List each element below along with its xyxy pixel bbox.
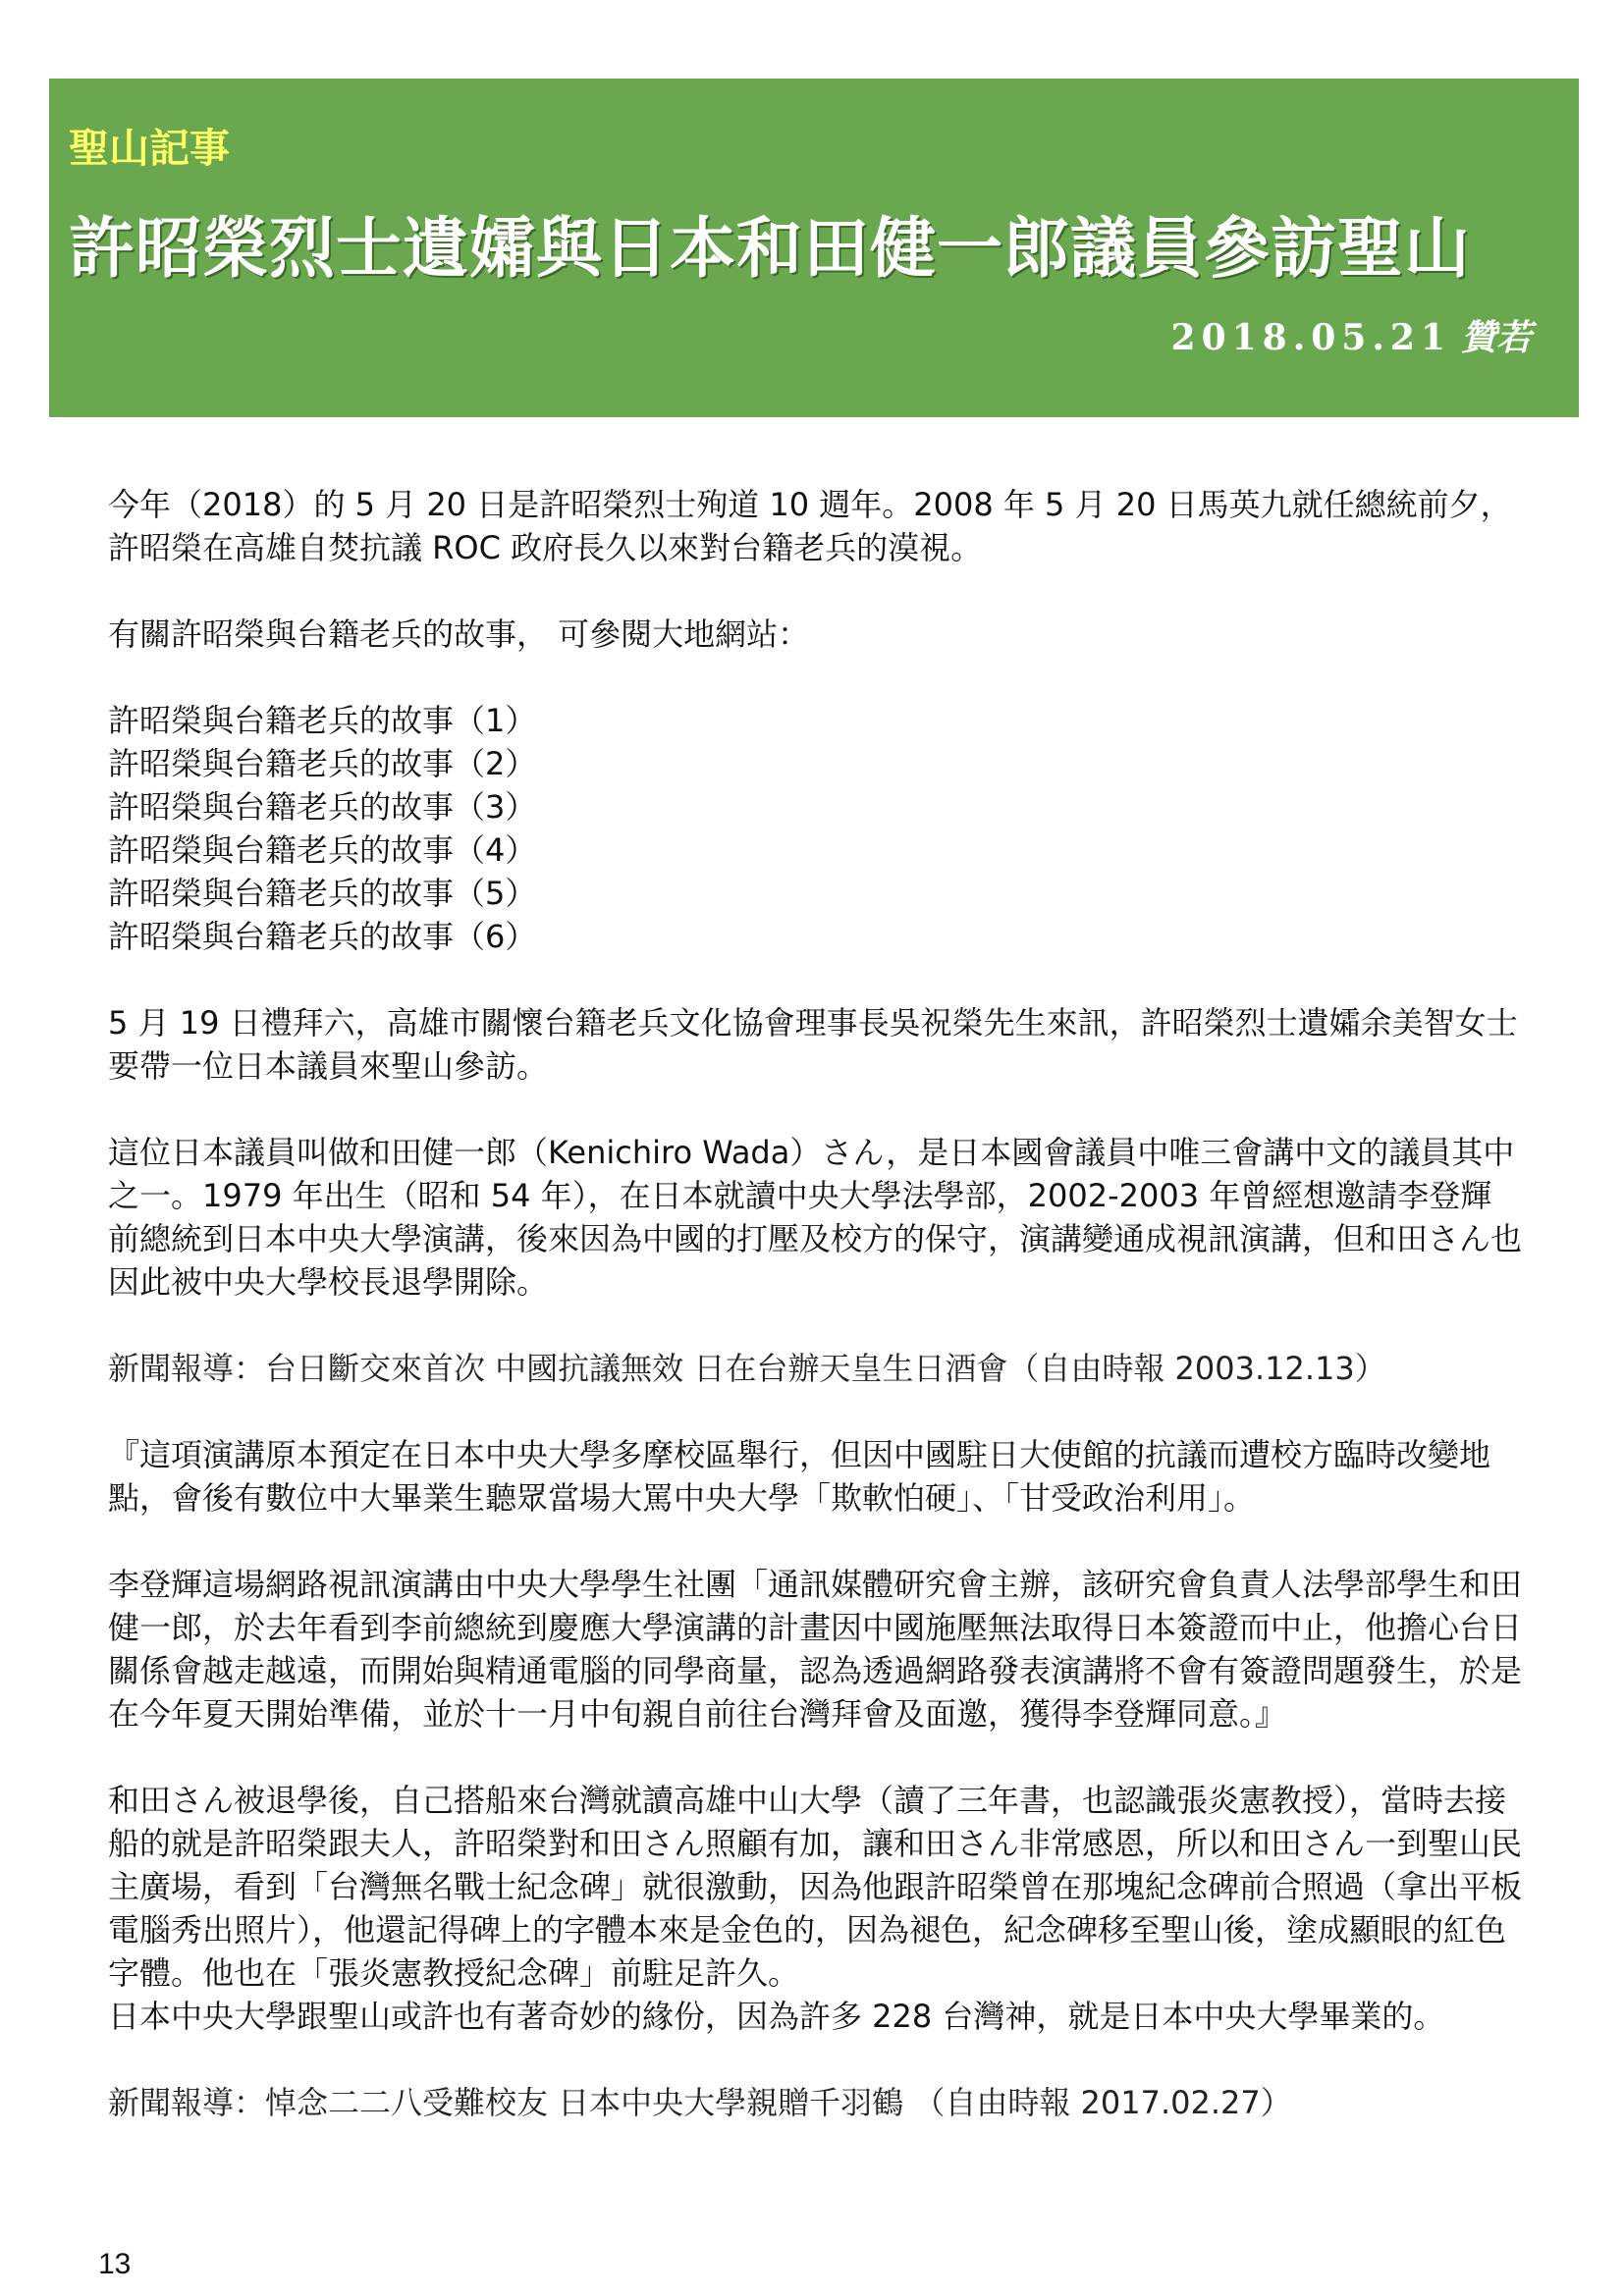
story-link-4[interactable]: 許昭榮與台籍老兵的故事（4） bbox=[108, 831, 537, 869]
header-banner bbox=[49, 79, 1579, 417]
article-body bbox=[108, 483, 1522, 2124]
paragraph-chuo-university: 日本中央大學跟聖山或許也有著奇妙的緣份，因為許多 228 台灣神，就是日本中央大學畢業的。 bbox=[108, 1998, 1445, 2035]
story-link-5[interactable]: 許昭榮與台籍老兵的故事（5） bbox=[108, 875, 537, 912]
paragraph-intro: 今年（2018）的 5 月 20 日是許昭榮烈士殉道 10 週年。2008 年 5 月 20 日馬英九就任總統前夕，許昭榮在高雄自焚抗議 ROC 政府長久以來對台籍老兵的漠視。 bbox=[108, 486, 1512, 566]
paragraph-visit-notice: 5 月 19 日禮拜六，高雄市關懷台籍老兵文化協會理事長吳祝榮先生來訊，許昭榮烈士遺孀余美智女士要帶一位日本議員來聖山參訪。 bbox=[108, 1004, 1518, 1085]
byline bbox=[1171, 310, 1532, 360]
section-label: 聖山記事 bbox=[69, 125, 230, 172]
story-link-list bbox=[108, 699, 1522, 958]
article-title: 許昭榮烈士遺孀與日本和田健一郎議員參訪聖山 bbox=[69, 210, 1471, 287]
page-number: 13 bbox=[98, 2248, 132, 2280]
news-link-2003[interactable]: 新聞報導：台日斷交來首次 中國抗議無效 日在台辦天皇生日酒會（自由時報 2003.12.13） bbox=[108, 1350, 1386, 1387]
article-author: 贊若 bbox=[1460, 317, 1532, 358]
paragraph-wada-taiwan: 和田さん被退學後，自己搭船來台灣就讀高雄中山大學（讀了三年書，也認識張炎憲教授），當時去接船的就是許昭榮跟夫人，許昭榮對和田さん照顧有加，讓和田さん非常感恩，所以和田さん一到聖山民主廣場，看到「台灣無名戰士紀念碑」就很激動，因為他跟許昭榮曾在那塊紀念碑前合照過（拿出平板電腦秀出照片），他還記得碑上的字體本來是金色的，因為褪色，紀念碑移至聖山後，塗成顯眼的紅色字體。他也在「張炎憲教授紀念碑」前駐足許久。 bbox=[108, 1782, 1523, 1992]
story-link-2[interactable]: 許昭榮與台籍老兵的故事（2） bbox=[108, 745, 537, 782]
quote-paragraph-2: 李登輝這場網路視訊演講由中央大學學生社團「通訊媒體研究會主辦，該研究會負責人法學部學生和田健一郎，於去年看到李前總統到慶應大學演講的計畫因中國施壓無法取得日本簽證而中止，他擔心台日關係會越走越遠，而開始與精通電腦的同學商量，認為透過網路發表演講將不會有簽證問題發生，於是在今年夏天開始準備，並於十一月中旬親自前往台灣拜會及面邀，獲得李登輝同意。』 bbox=[108, 1566, 1523, 1733]
quote-paragraph-1: 『這項演講原本預定在日本中央大學多摩校區舉行，但因中國駐日大使館的抗議而遭校方臨時改變地點，會後有數位中大畢業生聽眾當場大罵中央大學「欺軟怕硬」、「甘受政治利用」。 bbox=[108, 1436, 1491, 1517]
article-date: 2018.05.21 bbox=[1170, 317, 1451, 358]
news-link-2017[interactable]: 新聞報導：悼念二二八受難校友 日本中央大學親贈千羽鶴 （自由時報 2017.02.27） bbox=[108, 2084, 1292, 2121]
paragraph-wada-intro: 這位日本議員叫做和田健一郎（Kenichiro Wada）さん，是日本國會議員中唯三會講中文的議員其中之一。1979 年出生（昭和 54 年），在日本就讀中央大學法學部，2002-2003 年曾經想邀請李登輝前總統到日本中央大學演講，後來因為中國的打壓及校方的保守，演講變通成視訊演講，但和田さん也因此被中央大學校長退學開除。 bbox=[108, 1134, 1523, 1301]
paragraph-reference: 有關許昭榮與台籍老兵的故事， 可參閱大地網站： bbox=[108, 615, 810, 653]
story-link-3[interactable]: 許昭榮與台籍老兵的故事（3） bbox=[108, 788, 537, 826]
story-link-6[interactable]: 許昭榮與台籍老兵的故事（6） bbox=[108, 918, 537, 955]
story-link-1[interactable]: 許昭榮與台籍老兵的故事（1） bbox=[108, 702, 537, 739]
